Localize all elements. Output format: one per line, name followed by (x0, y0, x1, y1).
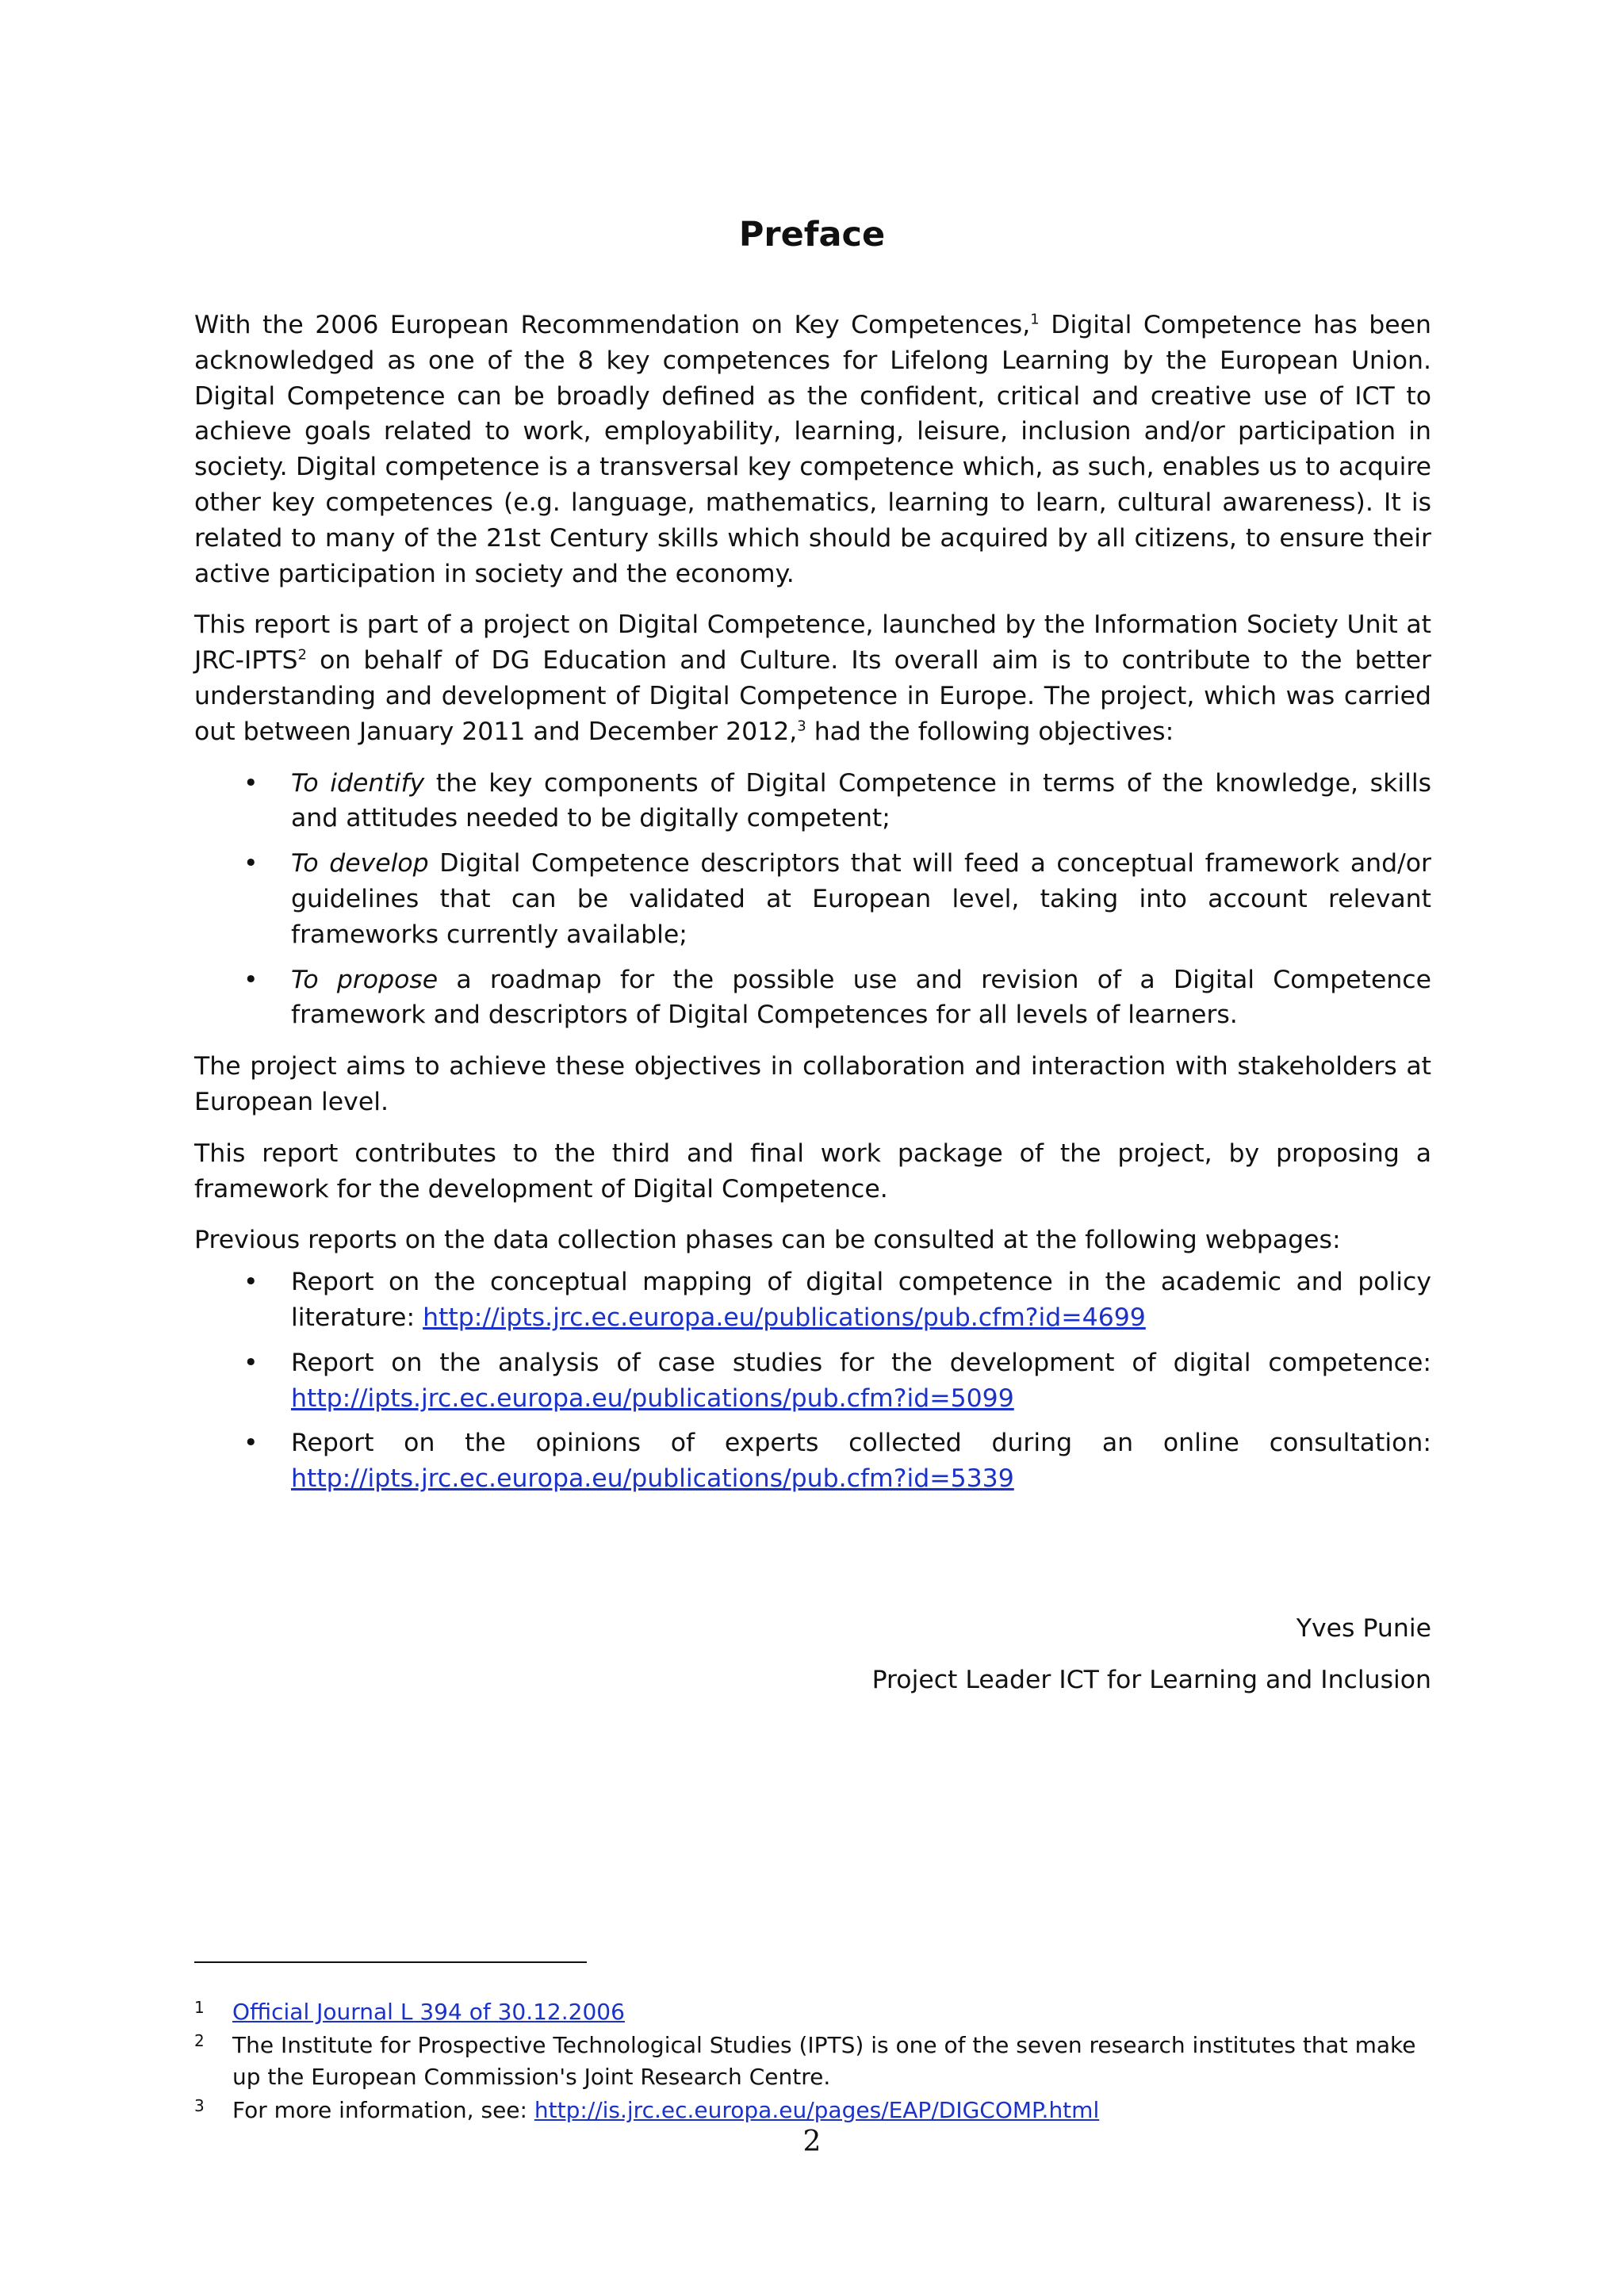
bullet-icon: • (243, 1268, 259, 1297)
footnotes (194, 1996, 1431, 2128)
footnote-text: The Institute for Prospective Technological Studies (IPTS) is one of the seven research institutes that make up the European Commission's Joint Research Centre. (232, 2032, 1416, 2090)
objectives-list (194, 766, 1431, 1034)
bullet-icon: • (243, 965, 259, 994)
bullet-icon: • (243, 1429, 259, 1458)
footnote-number: 3 (194, 2096, 205, 2115)
paragraph-previous-reports: Previous reports on the data collection phases can be consulted at the following webpages: (194, 1226, 1341, 1255)
bullet-icon: • (243, 1348, 259, 1377)
footnote-number: 2 (194, 2031, 205, 2050)
paragraph-project: This report is part of a project on Digital Competence, launched by the Information Society Unit at JRC-IPTS$^2$ on behalf of DG Education and Culture. Its overall aim is to contribute to the better understanding and development of Digital Competence in Europe. The project, which was carried out between January 2011 and December 2012,$^3$ had the following objectives: (194, 610, 1431, 746)
footnote-ref-2[interactable]: 2 (297, 646, 307, 664)
footnote-1 (194, 1996, 1431, 2028)
page-number: 2 (802, 2126, 822, 2158)
footnote-link-digcomp[interactable]: http://is.jrc.ec.europa.eu/pages/EAP/DIGCOMP.html (534, 2097, 1100, 2123)
signature-role: Project Leader ICT for Learning and Inclusion (871, 1666, 1431, 1694)
report-link-5099[interactable]: http://ipts.jrc.ec.europa.eu/publications/pub.cfm?id=5099 (291, 1383, 1014, 1413)
preface-body (194, 308, 1431, 1513)
paragraph-aims: The project aims to achieve these objectives in collaboration and interaction with stakeholders at European level. (194, 1052, 1431, 1116)
footnote-divider (194, 1961, 587, 1963)
report-link-5339[interactable]: http://ipts.jrc.ec.europa.eu/publications/pub.cfm?id=5339 (291, 1464, 1014, 1494)
list-item: • Report on the analysis of case studies for the development of digital competence: http://ipts.jrc.ec.europa.eu/publications/pub.cfm?id=5099 (194, 1345, 1431, 1417)
footnote-number: 1 (194, 1998, 205, 2017)
list-item: • Report on the conceptual mapping of digital competence in the academic and policy literature: http://ipts.jrc.ec.europa.eu/publications/pub.cfm?id=4699 (194, 1265, 1431, 1336)
paragraph-intro: With the 2006 European Recommendation on Key Competences,$^1$ Digital Competence has been acknowledged as one of the 8 key competences for Lifelong Learning by the European Union. Digital Competence can be broadly defined as the confident, critical and creative use of ICT to achieve goals related to work, employability, learning, leisure, inclusion and/or participation in society. Digital competence is a transversal key competence which, as such, enables us to acquire other key competences (e.g. language, mathematics, learning to learn, cultural awareness). It is related to many of the 21st Century skills which should be acquired by all citizens, to ensure their active participation in society and the economy. (194, 311, 1431, 588)
paragraph-contribution: This report contributes to the third and final work package of the project, by proposing a framework for the development of Digital Competence. (194, 1138, 1431, 1203)
signature-name: Yves Punie (1296, 1614, 1431, 1643)
footnote-ref-3[interactable]: 3 (797, 718, 806, 735)
bullet-icon: • (243, 849, 259, 878)
reports-list (194, 1265, 1431, 1497)
list-item: • Report on the opinions of experts collected during an online consultation: http://ipts.jrc.ec.europa.eu/publications/pub.cfm?id=5339 (194, 1425, 1431, 1497)
footnote-3 (194, 2095, 1431, 2126)
bullet-icon: • (243, 768, 259, 798)
list-item: • To develop Digital Competence descriptors that will feed a conceptual framework and/or guidelines that can be validated at European level, taking into account relevant frameworks currently available; (194, 846, 1431, 952)
page-title: Preface (738, 215, 886, 254)
footnote-link-official-journal[interactable]: Official Journal L 394 of 30.12.2006 (232, 1999, 625, 2025)
footnote-2 (194, 2030, 1431, 2093)
list-item: • To identify the key components of Digital Competence in terms of the knowledge, skills and attitudes needed to be digitally competent; (194, 766, 1431, 837)
report-link-4699[interactable]: http://ipts.jrc.ec.europa.eu/publications/pub.cfm?id=4699 (423, 1303, 1146, 1332)
footnote-text: For more information, see: (232, 2097, 534, 2123)
footnote-ref-1[interactable]: 1 (1030, 311, 1040, 328)
list-item: • To propose a roadmap for the possible use and revision of a Digital Competence framework and descriptors of Digital Competences for all levels of learners. (194, 962, 1431, 1034)
